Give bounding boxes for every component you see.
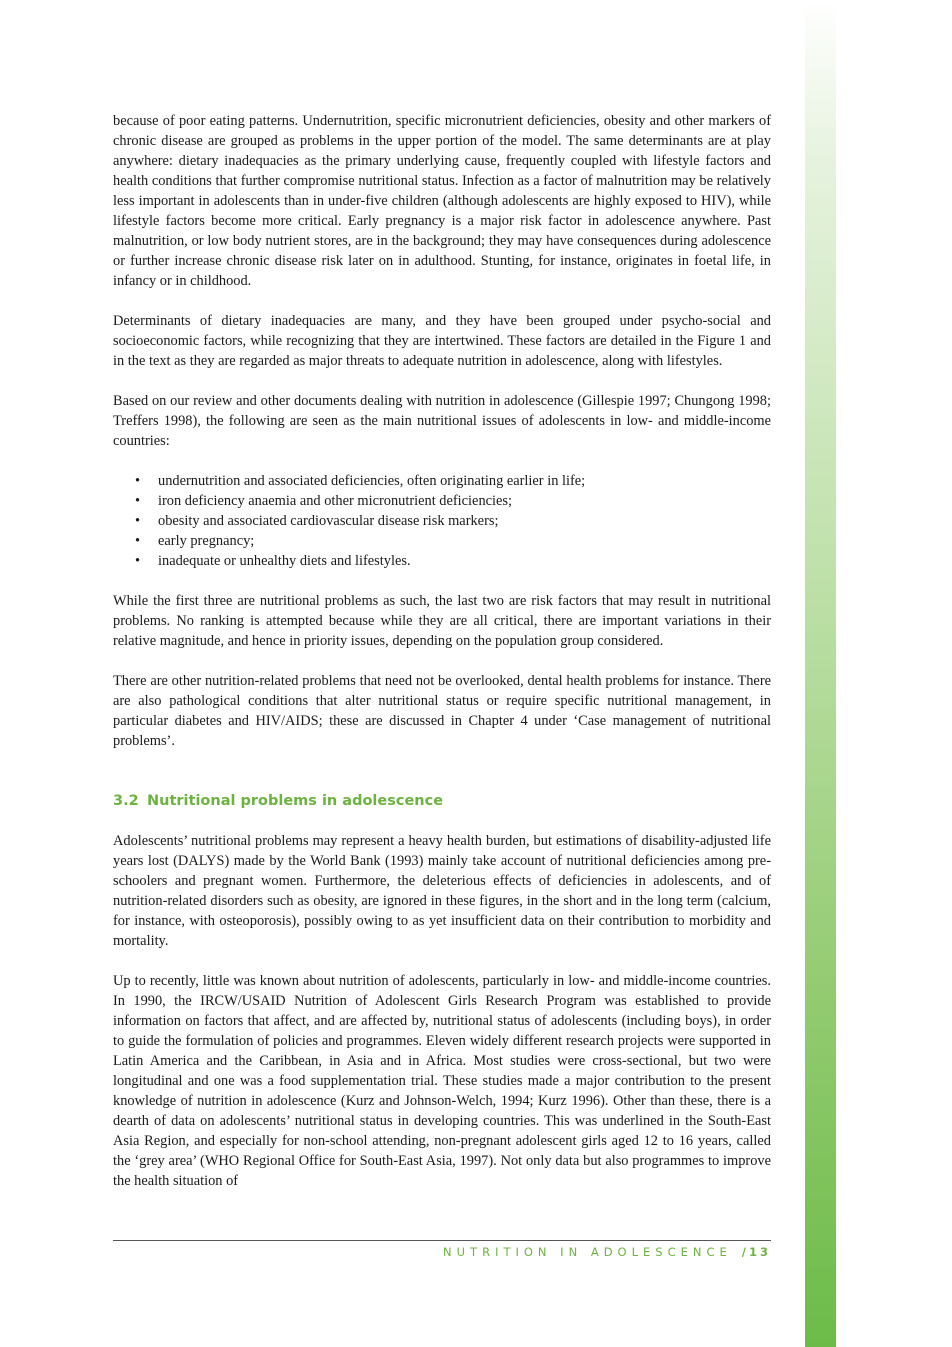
list-item: [113, 551, 771, 571]
page-content: [113, 111, 771, 1211]
list-item: [113, 531, 771, 551]
bullet-icon: •: [135, 513, 141, 529]
section-title: Nutritional problems in adolescence: [147, 793, 444, 809]
body-paragraph: While the first three are nutritional problems as such, the last two are risk factors that may result in nutritional problems. No ranking is attempted because while they are all critical, there are important variations in their relative magnitude, and hence in priority issues, depending on the population group considered.: [113, 593, 771, 649]
bullet-icon: •: [135, 553, 141, 569]
section-number: 3.2: [113, 793, 139, 809]
list-item-text: early pregnancy;: [158, 533, 255, 549]
section-heading: [113, 791, 771, 811]
bullet-icon: •: [135, 493, 141, 509]
list-item-text: iron deficiency anaemia and other micronutrient deficiencies;: [158, 493, 513, 509]
running-title: NUTRITION IN ADOLESCENCE: [443, 1245, 732, 1259]
section-paragraph: Up to recently, little was known about nutrition of adolescents, particularly in low- and middle-income countries. In 1990, the IRCW/USAID Nutrition of Adolescent Girls Research Program was established to provide information on factors that affect, and are affected by, nutritional status of adolescents (including boys), in order to guide the formulation of policies and programmes. Eleven widely different research projects were supported in Latin America and the Caribbean, in Asia and in Africa. Most studies were cross-sectional, but two were longitudinal and one was a food supplementation trial. These studies made a major contribution to the present knowledge of nutrition in adolescence (Kurz and Johnson-Welch, 1994; Kurz 1996). Other than these, there is a dearth of data on adolescents’ nutritional status in developing countries. This was underlined in the South-East Asia Region, and especially for non-school attending, non-pregnant adolescent girls aged 12 to 16 years, called the ‘grey area’ (WHO Regional Office for South-East Asia, 1997). Not only data but also programmes to improve the health situation of: [113, 973, 771, 1189]
body-paragraph: Determinants of dietary inadequacies are many, and they have been grouped under psycho-social and socioeconomic factors, while recognizing that they are intertwined. These factors are detailed in the Figure 1 and in the text as they are regarded as major threats to adequate nutrition in adolescence, along with lifestyles.: [113, 313, 771, 369]
bullet-icon: •: [135, 533, 141, 549]
list-item: [113, 471, 771, 491]
list-item-text: obesity and associated cardiovascular disease risk markers;: [158, 513, 499, 529]
body-paragraph: There are other nutrition-related problems that need not be overlooked, dental health problems for instance. There are also pathological conditions that alter nutritional status or require specific nutritional management, in particular diabetes and HIV/AIDS; these are discussed in Chapter 4 under ‘Case management of nutritional problems’.: [113, 673, 771, 749]
list-item-text: undernutrition and associated deficiencies, often originating earlier in life;: [158, 473, 586, 489]
page-number: /13: [741, 1245, 771, 1259]
section-paragraph: Adolescents’ nutritional problems may represent a heavy health burden, but estimations of disability-adjusted life years lost (DALYS) made by the World Bank (1993) mainly take account of nutritional deficiencies among pre-schoolers and pregnant women. Furthermore, the deleterious effects of deficiencies in adolescents, and of nutrition-related disorders such as obesity, are ignored in these figures, in the short and in the long term (calcium, for instance, with osteoporosis), possibly owing to as yet insufficient data on their contribution to morbidity and mortality.: [113, 833, 771, 949]
nutritional-issues-list: [113, 471, 771, 571]
list-item: [113, 511, 771, 531]
list-item: [113, 491, 771, 511]
footer-rule: [113, 1240, 771, 1241]
body-paragraph: Based on our review and other documents dealing with nutrition in adolescence (Gillespie 1997; Chungong 1998; Treffers 1998), the following are seen as the main nutritional issues of adolescents in low- and middle-income countries:: [113, 393, 771, 449]
body-paragraph: because of poor eating patterns. Undernutrition, specific micronutrient deficiencies, obesity and other markers of chronic disease are grouped as problems in the upper portion of the model. The same determinants are at play anywhere: dietary inadequacies as the primary underlying cause, frequently coupled with lifestyle factors and health conditions that further compromise nutritional status. Infection as a factor of malnutrition may be relatively less important in adolescents than in under-five children (although adolescents are highly exposed to HIV), while lifestyle factors become more critical. Early pregnancy is a major risk factor in adolescence anywhere. Past malnutrition, or low body nutrient stores, are in the background; they may have consequences during adolescence or further increase chronic disease risk later on in adulthood. Stunting, for instance, originates in foetal life, in infancy or in childhood.: [113, 113, 771, 289]
page-footer: [443, 1245, 771, 1259]
list-item-text: inadequate or unhealthy diets and lifestyles.: [158, 553, 411, 569]
decorative-side-bar: [805, 0, 836, 1347]
bullet-icon: •: [135, 473, 141, 489]
